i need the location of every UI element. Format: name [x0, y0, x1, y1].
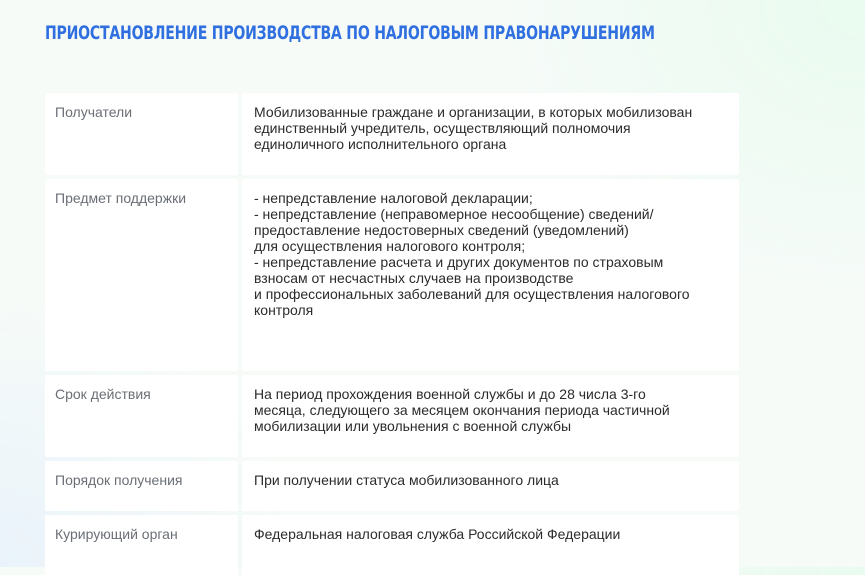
text-line: месяца, следующего за месяцем окончания периода частичной	[254, 402, 670, 418]
text-line: Федеральная налоговая служба Российской Федерации	[254, 526, 621, 542]
text-line: предоставление недостоверных сведений (уведомлений)	[254, 222, 629, 238]
text-line: При получении статуса мобилизованного лица	[254, 472, 559, 488]
text-line: единственный учредитель, осуществляющий полномочия	[254, 120, 631, 136]
text-line: для осуществления налогового контроля;	[254, 238, 526, 254]
row-label-recipients: Получатели	[45, 93, 238, 175]
page-title: ПРИОСТАНОВЛЕНИЕ ПРОИЗВОДСТВА ПО НАЛОГОВЫМ ПРАВОНАРУШЕНИЯМ	[45, 22, 655, 44]
text-line: Мобилизованные граждане и организации, в которых мобилизован	[254, 104, 693, 120]
row-label-validity-period: Срок действия	[45, 375, 238, 457]
row-label-supervising-body: Курирующий орган	[45, 515, 238, 575]
text-line: мобилизации или увольнения с военной службы	[254, 418, 572, 434]
info-table	[45, 93, 739, 575]
row-value-validity-period	[242, 375, 739, 457]
text-line: На период прохождения военной службы и до 28 числа 3-го	[254, 386, 646, 402]
row-value-support-subject	[242, 179, 739, 371]
row-label-procedure: Порядок получения	[45, 461, 238, 511]
row-value-procedure	[242, 461, 739, 511]
row-value-supervising-body	[242, 515, 739, 575]
row-label-support-subject: Предмет поддержки	[45, 179, 238, 371]
row-value-recipients	[242, 93, 739, 175]
text-line: контроля	[254, 302, 314, 318]
text-line: единоличного исполнительного органа	[254, 136, 507, 152]
text-line: и профессиональных заболеваний для осуществления налогового	[254, 286, 690, 302]
text-line: взносам от несчастных случаев на производстве	[254, 270, 574, 286]
text-line: - непредставление расчета и других документов по страховым	[254, 254, 664, 270]
text-line: - непредставление налоговой декларации;	[254, 190, 533, 206]
text-line: - непредставление (неправомерное несообщение) сведений/	[254, 206, 654, 222]
